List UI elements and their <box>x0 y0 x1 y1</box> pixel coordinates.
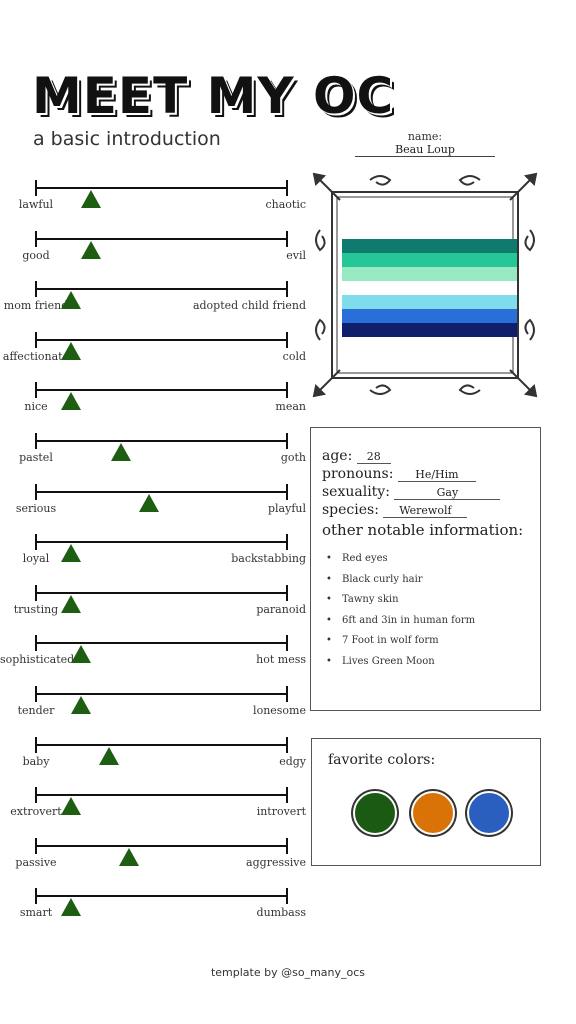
flag-stripe <box>342 309 517 323</box>
color-swatch <box>353 791 397 835</box>
scale-cap <box>286 737 288 753</box>
scale-cap <box>35 787 37 803</box>
scale-marker-icon <box>119 848 139 866</box>
scale-cap <box>286 585 288 601</box>
scale-line <box>36 238 287 240</box>
scale-left-label: loyal <box>22 552 50 566</box>
age-label: age: <box>322 448 353 464</box>
scale-cap <box>35 737 37 753</box>
color-swatch <box>467 791 511 835</box>
scale-right-label: chaotic <box>265 198 306 211</box>
scale-row <box>0 838 310 888</box>
scale-row <box>0 433 310 483</box>
scale-cap <box>35 838 37 854</box>
name-block <box>350 130 500 157</box>
note-item: • Lives Green Moon <box>326 652 475 673</box>
scale-marker-icon <box>61 392 81 410</box>
scale-right-label: adopted child friend <box>192 299 306 313</box>
scale-left-label: sophisticated <box>0 653 75 667</box>
scale-cap <box>286 686 288 702</box>
age-value: 28 <box>357 450 391 464</box>
scale-left-label: affectionate <box>2 349 70 363</box>
flag-stripe <box>342 323 517 337</box>
scale-left-label: passive <box>15 855 57 869</box>
scale-cap <box>35 534 37 550</box>
scale-marker-icon <box>61 595 81 613</box>
scale-cap <box>286 484 288 500</box>
scale-row <box>0 484 310 534</box>
scale-left-label: pastel <box>19 451 53 464</box>
scale-marker-icon <box>61 291 81 309</box>
scale-cap <box>286 534 288 550</box>
color-swatch <box>411 791 455 835</box>
scale-row <box>0 180 310 230</box>
scale-line <box>36 389 287 391</box>
notes-list <box>326 549 475 672</box>
scale-right-label: backstabbing <box>231 552 306 566</box>
scale-marker-icon <box>111 443 131 461</box>
note-item: • Tawny skin <box>326 590 475 611</box>
scale-line <box>36 491 287 493</box>
scale-left-label: lawful <box>18 198 54 211</box>
scale-right-label: goth <box>280 451 306 464</box>
scale-cap <box>286 281 288 297</box>
scale-marker-icon <box>139 494 159 512</box>
scale-row <box>0 231 310 281</box>
scale-cap <box>35 484 37 500</box>
scale-left-label: nice <box>24 400 48 414</box>
scale-cap <box>35 281 37 297</box>
scale-right-label: mean <box>275 400 306 414</box>
scale-marker-icon <box>71 645 91 663</box>
age-row <box>322 448 391 464</box>
scale-line <box>36 592 287 594</box>
pride-flag <box>342 239 517 337</box>
scale-right-label: paranoid <box>256 602 306 616</box>
note-item: • Red eyes <box>326 549 475 570</box>
scale-cap <box>35 686 37 702</box>
scale-line <box>36 845 287 847</box>
scale-cap <box>286 635 288 651</box>
scale-right-label: introvert <box>256 805 306 819</box>
scale-line <box>36 642 287 644</box>
scale-marker-icon <box>71 696 91 714</box>
scale-row <box>0 382 310 432</box>
scale-row <box>0 534 310 584</box>
scale-row <box>0 281 310 331</box>
flag-stripe <box>342 253 517 267</box>
scale-left-label: baby <box>22 754 50 768</box>
scale-line <box>36 895 287 897</box>
scale-marker-icon <box>81 241 101 259</box>
scale-right-label: aggressive <box>246 855 306 869</box>
name-value: Beau Loup <box>355 143 495 157</box>
scale-marker-icon <box>61 898 81 916</box>
scale-cap <box>35 332 37 348</box>
note-item: • 7 Foot in wolf form <box>326 631 475 652</box>
info-box <box>310 427 541 711</box>
scale-cap <box>35 635 37 651</box>
scale-line <box>36 339 287 341</box>
flag-stripe <box>342 281 517 295</box>
scale-row <box>0 332 310 382</box>
scale-line <box>36 693 287 695</box>
favorite-colors-box <box>311 738 541 866</box>
pronouns-value: He/Him <box>398 468 476 482</box>
scale-cap <box>286 180 288 196</box>
scale-row <box>0 686 310 736</box>
scale-left-label: good <box>22 248 50 262</box>
scale-left-label: trusting <box>13 602 59 616</box>
scale-cap <box>35 888 37 904</box>
scale-cap <box>35 180 37 196</box>
scale-left-label: extrovert <box>10 805 62 819</box>
scale-line <box>36 794 287 796</box>
scale-line <box>36 541 287 543</box>
scale-left-label: tender <box>17 704 55 717</box>
scale-right-label: dumbass <box>256 906 306 920</box>
scale-marker-icon <box>81 190 101 208</box>
scale-right-label: lonesome <box>253 704 306 717</box>
scale-marker-icon <box>61 544 81 562</box>
scale-right-label: hot mess <box>256 653 306 667</box>
page-title: MEET MY OC <box>32 67 395 125</box>
scale-row <box>0 888 310 938</box>
scale-marker-icon <box>61 797 81 815</box>
scale-right-label: cold <box>282 349 306 363</box>
species-label: species: <box>322 502 379 518</box>
species-value: Werewolf <box>383 504 467 518</box>
scale-line <box>36 187 287 189</box>
scale-cap <box>35 382 37 398</box>
species-row <box>322 502 467 518</box>
template-credit: template by @so_many_ocs <box>210 966 366 979</box>
pronouns-row <box>322 466 476 482</box>
scale-cap <box>35 231 37 247</box>
scale-line <box>36 288 287 290</box>
scale-cap <box>35 585 37 601</box>
sexuality-row <box>322 484 500 500</box>
pronouns-label: pronouns: <box>322 466 394 482</box>
flag-stripe <box>342 267 517 281</box>
note-item: • 6ft and 3in in human form <box>326 611 475 632</box>
page-subtitle: a basic introduction <box>33 128 221 150</box>
flag-stripe <box>342 295 517 309</box>
scale-marker-icon <box>99 747 119 765</box>
sexuality-label: sexuality: <box>322 484 390 500</box>
scale-cap <box>286 888 288 904</box>
scale-cap <box>286 787 288 803</box>
scale-cap <box>286 382 288 398</box>
sexuality-value: Gay <box>394 486 500 500</box>
name-label: name: <box>407 130 443 143</box>
scale-cap <box>286 838 288 854</box>
note-item: • Black curly hair <box>326 570 475 591</box>
other-info-heading: other notable information: <box>322 521 524 539</box>
scale-left-label: smart <box>19 906 53 920</box>
scale-left-label: mom friend <box>3 299 69 313</box>
scale-right-label: edgy <box>279 754 306 768</box>
scale-line <box>36 440 287 442</box>
scale-row <box>0 585 310 635</box>
scale-cap <box>35 433 37 449</box>
favorite-colors-heading: favorite colors: <box>328 752 436 768</box>
scale-row <box>0 787 310 837</box>
scale-line <box>36 744 287 746</box>
flag-stripe <box>342 239 517 253</box>
scale-cap <box>286 433 288 449</box>
scale-left-label: serious <box>15 501 57 515</box>
scale-right-label: playful <box>267 501 306 515</box>
scale-cap <box>286 231 288 247</box>
scale-row <box>0 737 310 787</box>
scale-cap <box>286 332 288 348</box>
scale-right-label: evil <box>286 248 306 262</box>
scale-marker-icon <box>61 342 81 360</box>
scale-row <box>0 635 310 685</box>
